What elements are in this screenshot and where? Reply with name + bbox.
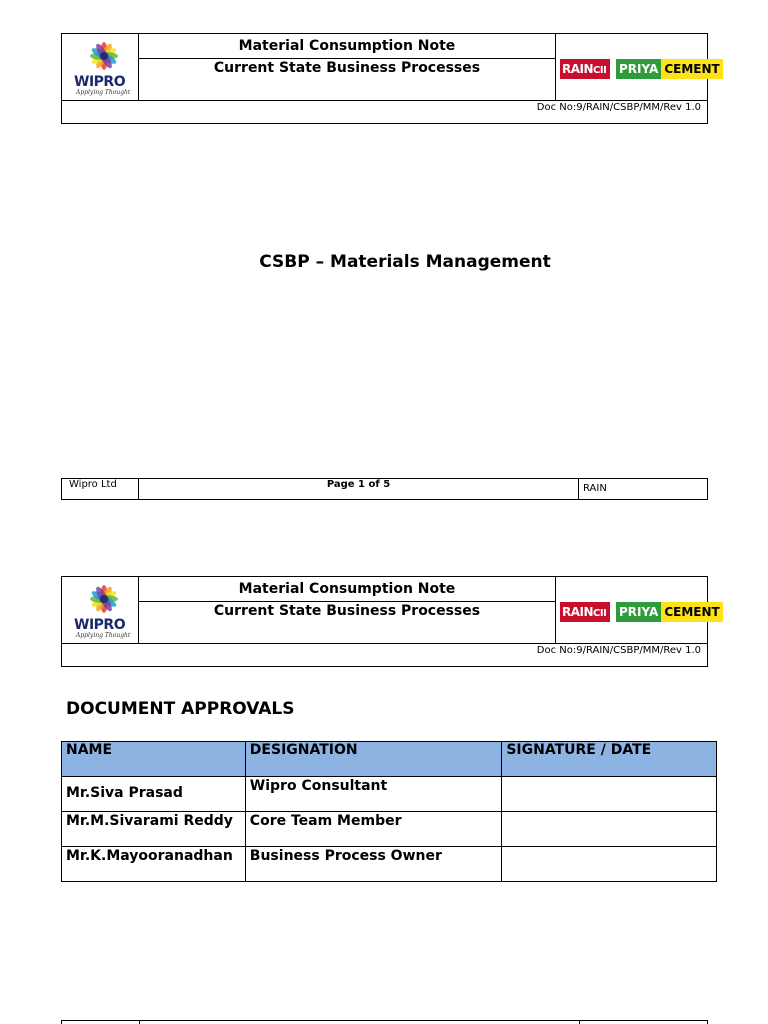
wipro-logo <box>70 36 134 98</box>
cement-text: CEMENT <box>661 59 722 79</box>
brand-logos <box>560 602 723 622</box>
approver-name: Mr.Siva Prasad <box>62 777 246 812</box>
header-title-cell <box>139 577 556 643</box>
table-row <box>62 777 717 812</box>
wipro-wordmark: WIPRO <box>74 74 126 90</box>
page2-footer-partial <box>61 1020 708 1024</box>
column-header-name: NAME <box>62 742 246 777</box>
approver-designation: Business Process Owner <box>245 847 502 882</box>
page2-header <box>61 576 720 667</box>
table-row <box>62 812 717 847</box>
header-title-line1: Material Consumption Note <box>139 577 555 602</box>
page1-footer <box>61 478 708 500</box>
doc-number: Doc No:9/RAIN/CSBP/MM/Rev 1.0 <box>62 643 707 667</box>
brand-logos <box>560 59 723 79</box>
section-title: DOCUMENT APPROVALS <box>66 699 295 719</box>
column-header-designation: DESIGNATION <box>245 742 502 777</box>
header-title-line2: Current State Business Processes <box>213 60 481 76</box>
rain-cii-logo: RAINCII <box>560 602 610 622</box>
footer-client: RAIN <box>583 483 607 494</box>
wipro-logo-cell <box>62 577 139 643</box>
wipro-flower-icon <box>84 579 124 619</box>
wipro-logo <box>70 579 134 641</box>
approver-name: Mr.K.Mayooranadhan <box>62 847 246 882</box>
table-header-row <box>62 742 717 777</box>
wipro-flower-icon <box>84 36 124 76</box>
header-title-cell <box>139 34 556 100</box>
header-title-line1: Material Consumption Note <box>139 34 555 59</box>
approver-signature <box>502 847 717 882</box>
page-title: CSBP – Materials Management <box>259 252 551 272</box>
approver-designation: Wipro Consultant <box>245 777 502 812</box>
wipro-tagline: Applying Thought <box>76 632 131 639</box>
footer-page-number: Page 1 of 5 <box>139 479 579 499</box>
doc-number: Doc No:9/RAIN/CSBP/MM/Rev 1.0 <box>62 100 707 124</box>
column-header-signature: SIGNATURE / DATE <box>502 742 717 777</box>
approver-designation: Core Team Member <box>245 812 502 847</box>
page1-header <box>61 33 720 124</box>
priya-text: PRIYA <box>616 59 661 79</box>
brand-logos-cell <box>556 577 720 643</box>
brand-logos-cell <box>556 34 720 100</box>
approver-name: Mr.M.Sivarami Reddy <box>62 812 246 847</box>
approvals-table <box>61 741 717 882</box>
footer-company: Wipro Ltd <box>62 479 139 499</box>
priya-text: PRIYA <box>616 602 661 622</box>
rain-cii-logo: RAINCII <box>560 59 610 79</box>
priya-cement-logo <box>616 602 723 622</box>
approver-signature <box>502 812 717 847</box>
cement-text: CEMENT <box>661 602 722 622</box>
approver-signature <box>502 777 717 812</box>
header-title-line2: Current State Business Processes <box>213 603 481 619</box>
wipro-logo-cell <box>62 34 139 100</box>
table-row <box>62 847 717 882</box>
wipro-wordmark: WIPRO <box>74 617 126 633</box>
wipro-tagline: Applying Thought <box>76 89 131 96</box>
priya-cement-logo <box>616 59 723 79</box>
